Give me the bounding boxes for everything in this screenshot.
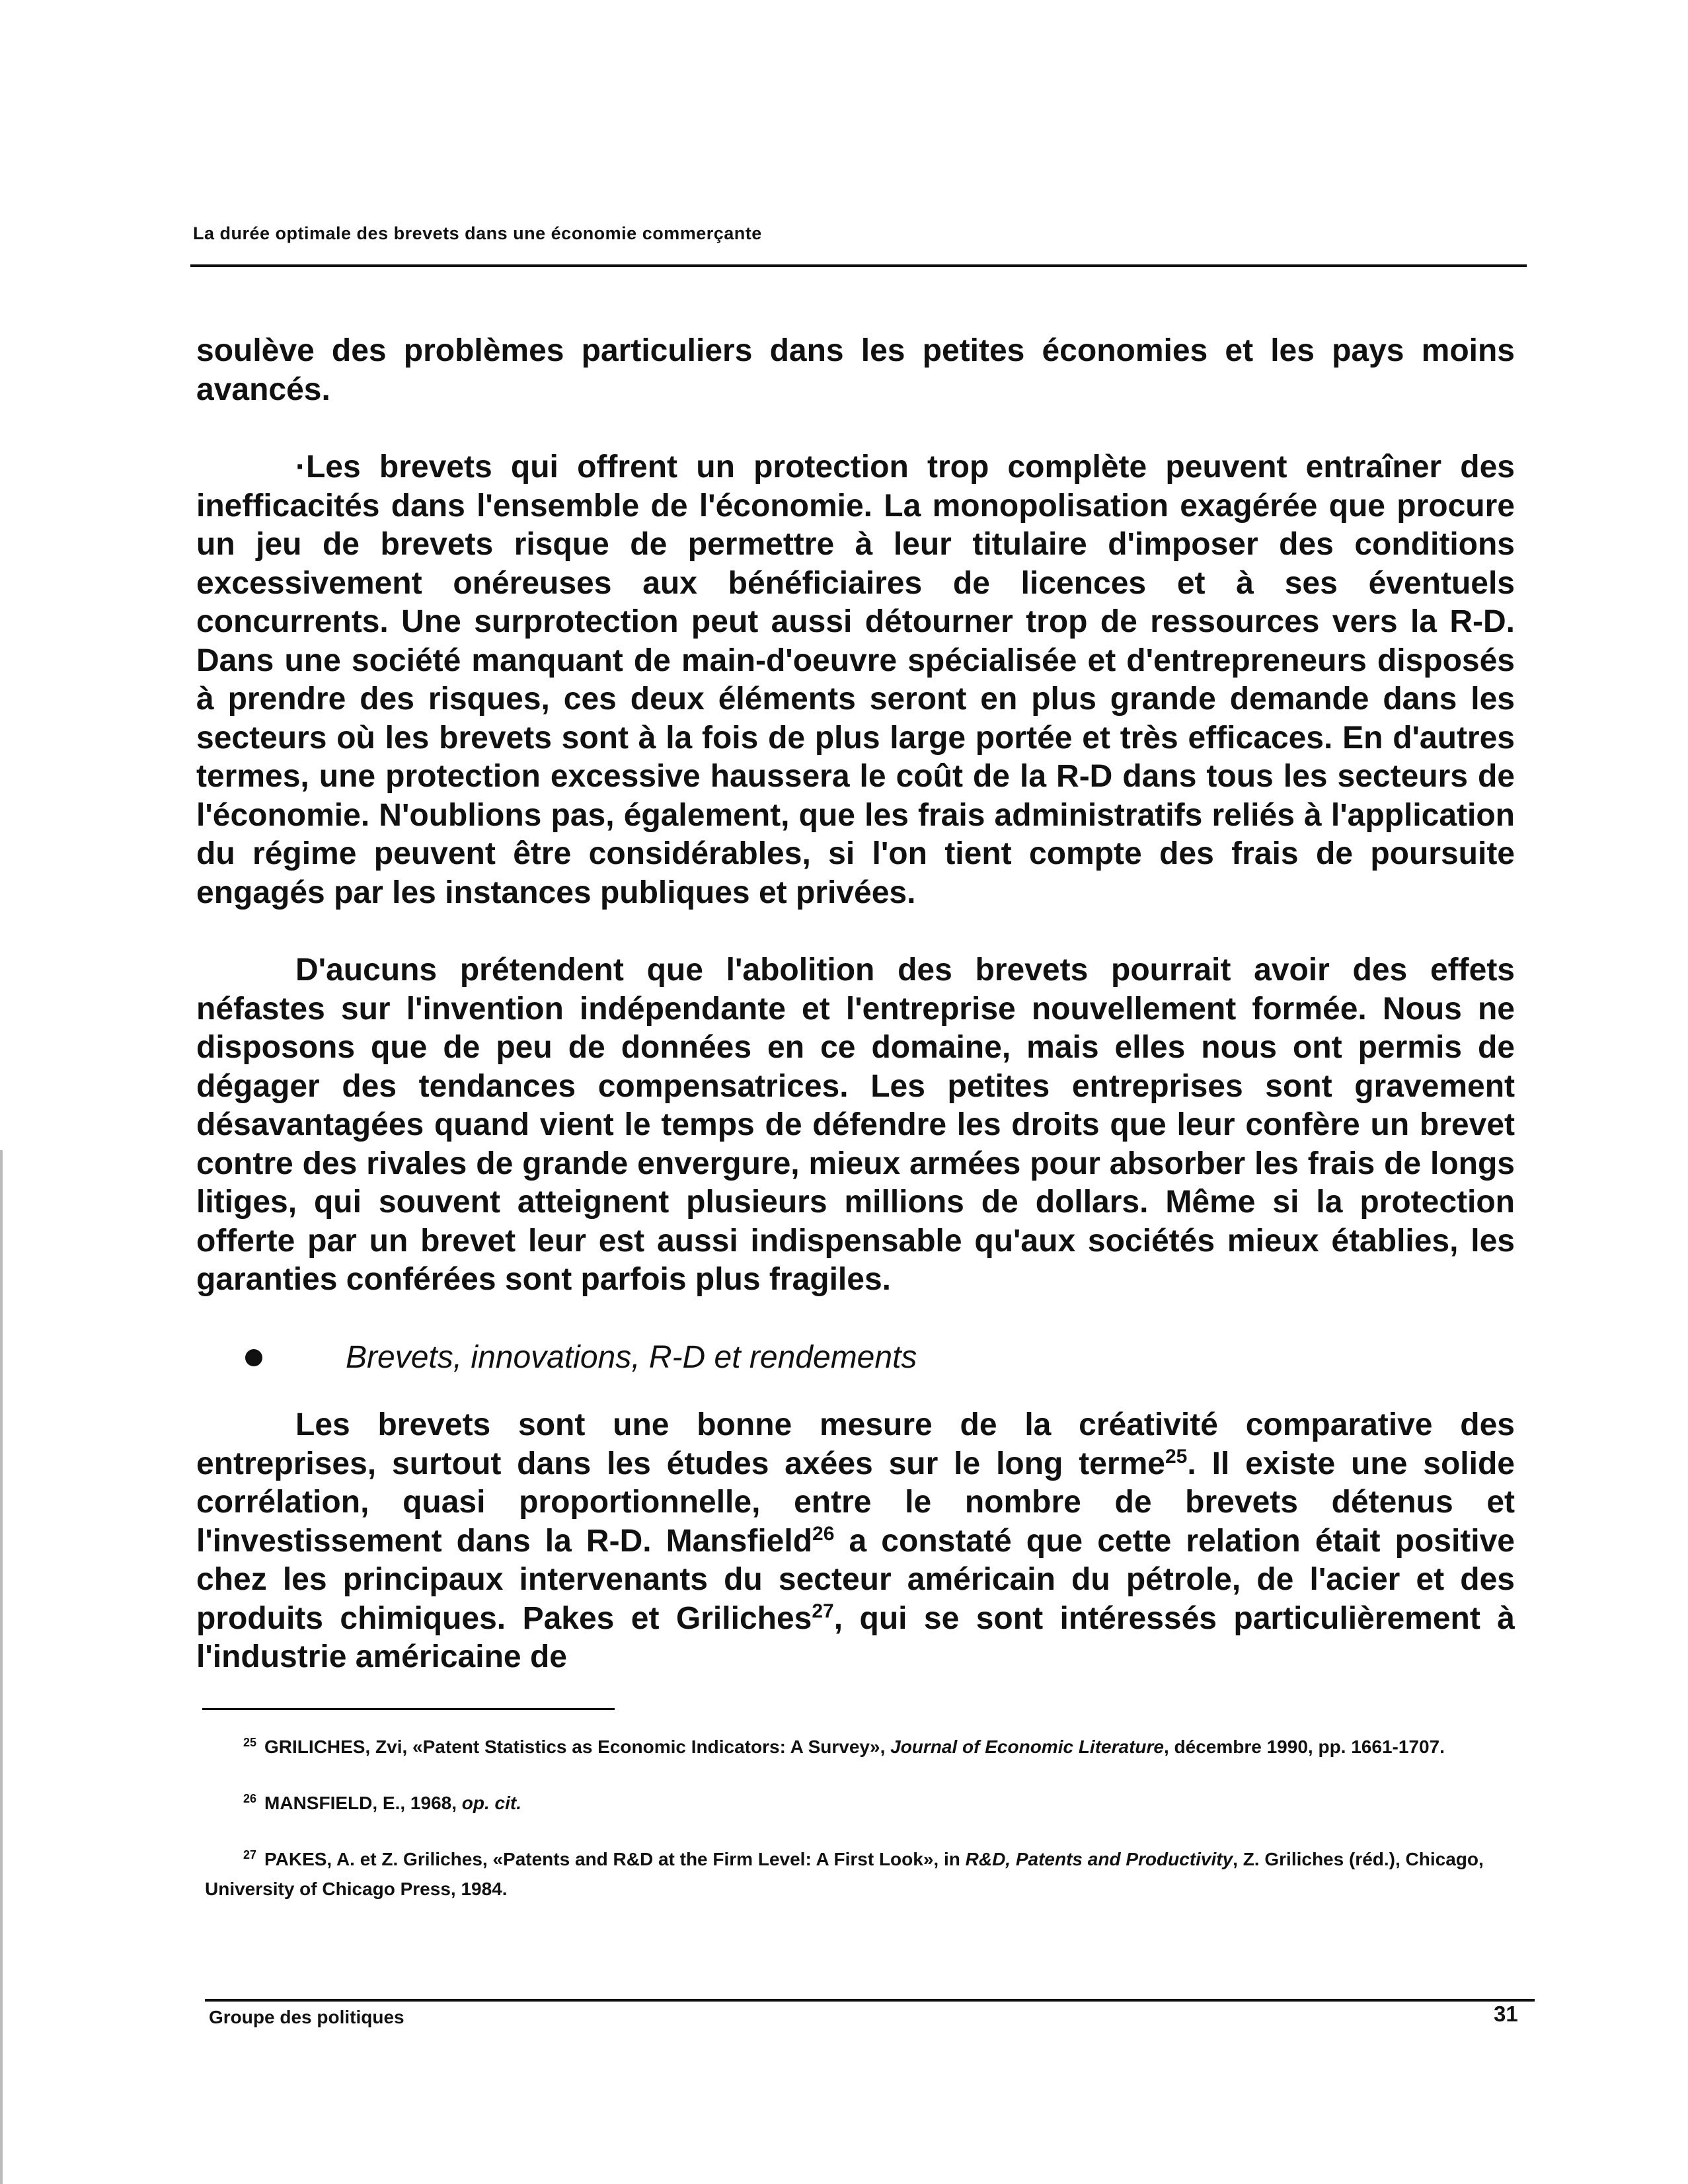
footnote-italic: op. cit. — [461, 1793, 522, 1813]
footnote-text: , décembre 1990, pp. 1661-1707. — [1163, 1736, 1445, 1757]
scan-edge-shadow — [0, 1150, 3, 2184]
paragraph-2: ·Les brevets qui offrent un protection trop complète peuvent entraîner des inefficacités dans l'ensemble de l'économie. La monopolisation exagérée que procure un jeu de brevets risque de permettre à leur titulaire d'imposer des conditions excessivement onéreuses aux bénéficiaires de licences et à ses éventuels concurrents. Une surprotection peut aussi détourner trop de ressources vers la R-D. Dans une société manquant de main-d'oeuvre spécialisée et d'entrepreneurs disposés à prendre des risques, ces deux éléments seront en plus grande demande dans les secteurs où les brevets sont à la fois de plus large portée et très efficaces. En d'autres termes, une protection excessive haussera le coût de la R-D dans tous les secteurs de l'économie. N'oublions pas, également, que les frais administratifs reliés à l'application du régime peuvent être considérables, si l'on tient compte des frais de poursuite engagés par les instances publiques et privées. — [196, 449, 1515, 910]
paragraph-3: D'aucuns prétendent que l'abolition des brevets pourrait avoir des effets néfastes sur l'invention indépendante et l'entreprise nouvellement formée. Nous ne disposons que de peu de données en ce domaine, mais elles nous ont permis de dégager des tendances compensatrices. Les petites entreprises sont gravement désavantagées quand vient le temps de défendre les droits que leur confère un brevet contre des rivales de grande envergure, mieux armées pour absorber les frais de longs litiges, qui souvent atteignent plusieurs millions de dollars. Même si la protection offerte par un brevet leur est aussi indispensable qu'aux sociétés mieux établies, les garanties conférées sont parfois plus fragiles. — [196, 953, 1515, 1297]
header-rule — [190, 264, 1527, 267]
paragraph-4-part-2: . Il existe une solide corrélation, quasi proportionnelle, entre le nombre de brevets détenus et l'investissement dans la R-D. Mansfield — [196, 1446, 1515, 1559]
paragraph-4-part-4: , qui se sont intéressés particulièrement à l'industrie américaine de — [196, 1600, 1515, 1674]
footer-publisher: Groupe des politiques — [209, 2007, 404, 2027]
running-head: La durée optimale des brevets dans une économie commerçante — [193, 223, 762, 243]
footnote-mark: 25 — [243, 1735, 257, 1749]
footnote-book-title: R&D, Patents and Productivity — [965, 1849, 1233, 1869]
footnote-rule — [202, 1708, 615, 1710]
footnote-mark: 26 — [243, 1791, 257, 1805]
footnote-text: MANSFIELD, E., 1968, — [264, 1793, 462, 1813]
paragraph-4-part-1: Les brevets sont une bonne mesure de la créativité comparative des entreprises, surtout dans les études axées sur le long terme — [196, 1407, 1515, 1481]
footer-rule — [205, 1999, 1535, 2002]
page-number: 31 — [1494, 2002, 1518, 2026]
footnote-27 — [205, 1844, 1514, 1904]
footnote-ref-27: 27 — [812, 1600, 834, 1622]
footnote-text: GRILICHES, Zvi, «Patent Statistics as Economic Indicators: A Survey», — [264, 1736, 891, 1757]
body-text — [196, 332, 1515, 1716]
paragraph-1: soulève des problèmes particuliers dans les petites économies et les pays moins avancés. — [196, 333, 1515, 407]
footnote-journal: Journal of Economic Literature — [890, 1736, 1164, 1757]
section-heading — [196, 1339, 1515, 1378]
footnote-ref-25: 25 — [1165, 1445, 1188, 1467]
bullet-icon — [245, 1349, 262, 1366]
paragraph-4 — [196, 1406, 1515, 1677]
footnote-text: PAKES, A. et Z. Griliches, «Patents and R&D at the Firm Level: A First Look», in — [264, 1849, 966, 1869]
footnotes — [205, 1732, 1514, 1930]
footnote-text: , Z. Griliches (réd.), Chicago, University of Chicago Press, 1984. — [205, 1849, 1484, 1899]
footnote-25 — [205, 1732, 1514, 1762]
footnote-26 — [205, 1788, 1514, 1818]
footnote-ref-26: 26 — [812, 1522, 835, 1545]
paragraph-4-part-3: a constaté que cette relation était positive chez les principaux intervenants du secteur américain du pétrole, de l'acier et des produits chimiques. Pakes et Griliches — [196, 1523, 1515, 1636]
section-heading-text: Brevets, innovations, R-D et rendements — [346, 1339, 917, 1375]
footnote-mark: 27 — [243, 1848, 257, 1861]
